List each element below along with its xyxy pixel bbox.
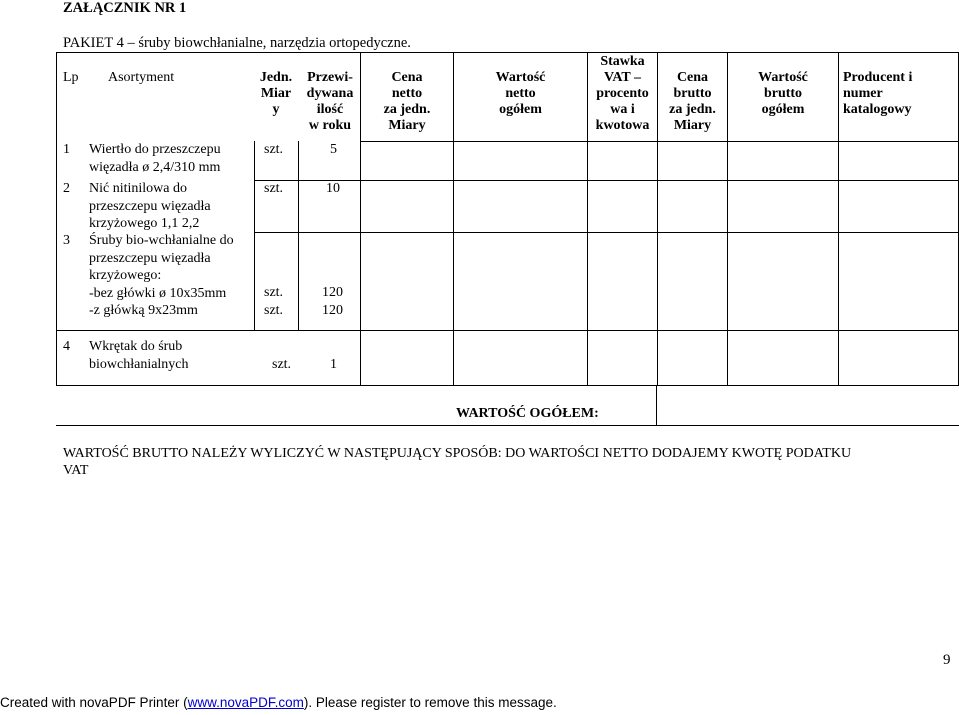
header-quantity: Przewi- dywana ilość w roku (306, 70, 354, 133)
row-4-name: Wkrętak do śrub biowchłanialnych (89, 339, 189, 372)
row-3-qty: 120 120 (322, 285, 343, 318)
header-vat: Stawka VAT – procento wa i kwotowa (595, 54, 650, 133)
header-assortment: Asortyment (108, 70, 175, 85)
header-net-value: Wartość netto ogółem (495, 70, 546, 117)
header-unit: Jedn. Miar y (259, 70, 293, 117)
total-label: WARTOŚĆ OGÓŁEM: (456, 406, 599, 421)
header-lp: Lp (63, 70, 79, 85)
row-4-lp: 4 (63, 339, 70, 354)
header-gross-value: Wartość brutto ogółem (758, 70, 808, 117)
row-1-lp: 1 (63, 142, 70, 157)
row-1-qty: 5 (330, 142, 337, 157)
watermark-message: Created with novaPDF Printer (www.novaPDF.com). Please register to remove this message. (0, 695, 557, 710)
header-producer: Producent i numer katalogowy (843, 70, 913, 117)
row-1-unit: szt. (264, 142, 284, 157)
row-4-qty: 1 (330, 357, 337, 372)
row-3-lp: 3 (63, 233, 70, 248)
watermark-link[interactable]: www.novaPDF.com (187, 695, 304, 710)
row-4-unit: szt. (272, 357, 292, 372)
row-1-name: Wiertło do przeszczepu więzadła ø 2,4/310 mm (89, 142, 221, 175)
row-2-qty: 10 (326, 181, 340, 196)
row-2-name: Nić nitinilowa do przeszczepu więzadła krzyżowego 1,1 2,2 (89, 181, 211, 231)
row-2-lp: 2 (63, 181, 70, 196)
attachment-title: ZAŁĄCZNIK NR 1 (63, 0, 187, 16)
page-number: 9 (943, 652, 951, 668)
row-3-name: Śruby bio-wchłanialne do przeszczepu więzadła krzyżowego: -bez główki ø 10x35mm -z główką 9x23mm (89, 233, 234, 318)
package-title: PAKIET 4 – śruby biowchłanialne, narzędzia ortopedyczne. (63, 35, 411, 51)
header-gross-price: Cena brutto za jedn. Miary (669, 70, 716, 133)
row-3-unit: szt. szt. (264, 285, 284, 318)
row-2-unit: szt. (264, 181, 284, 196)
calculation-note: WARTOŚĆ BRUTTO NALEŻY WYLICZYĆ W NASTĘPUJĄCY SPOSÓB: DO WARTOŚCI NETTO DODAJEMY KWOTĘ PODATKU VAT (63, 446, 852, 478)
header-net-price: Cena netto za jedn. Miary (383, 70, 431, 133)
